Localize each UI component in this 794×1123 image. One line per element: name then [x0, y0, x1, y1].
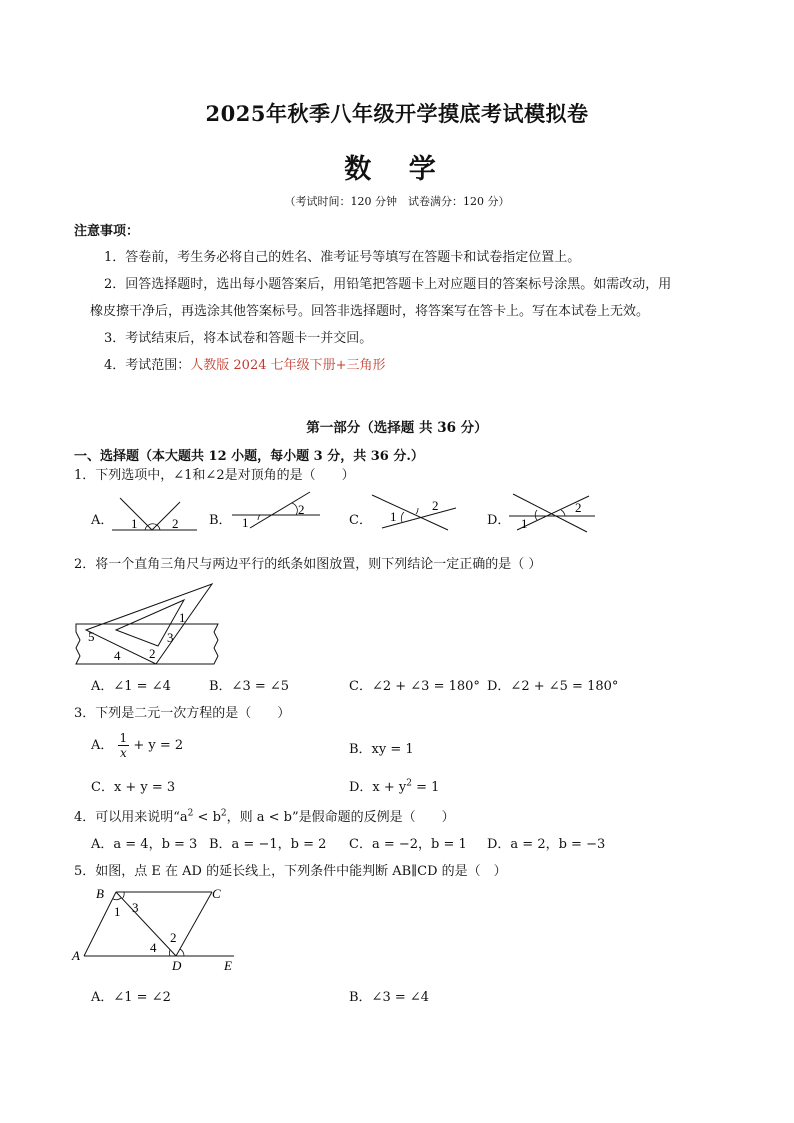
question-2-option-d: D．∠2 + ∠5 = 180°: [487, 679, 619, 694]
fraction: [118, 731, 130, 760]
subject-title: 数 学: [344, 154, 450, 185]
superscript: 2: [187, 808, 194, 819]
question-5-figure: [66, 880, 246, 975]
exam-scope: 人教版 2024 七年级下册+三角形: [190, 358, 386, 373]
note-item-1: 1．答卷前，考生务必将自己的姓名、准考证号等填写在答题卡和试卷指定位置上。: [104, 250, 581, 265]
exam-info: （考试时间：120 分钟 试卷满分：120 分）: [284, 195, 510, 208]
question-3-option-b: B．xy = 1: [349, 742, 414, 757]
angle-label-2: 2: [172, 516, 179, 531]
question-1-option-d-label: D．: [487, 513, 511, 528]
question-4-option-d: D．a = 2，b = −3: [487, 837, 606, 852]
angle-label-4: 4: [150, 940, 157, 955]
point-label-b: B: [96, 886, 104, 901]
notes-heading: 注意事项：: [74, 224, 140, 239]
angle-label-1: 1: [114, 904, 121, 919]
superscript: 2: [406, 778, 412, 789]
angle-label-1: 1: [131, 516, 138, 531]
superscript: 2: [220, 808, 227, 819]
exam-title: 2025年秋季八年级开学摸底考试模拟卷: [205, 101, 589, 126]
angle-label-2: 2: [432, 498, 439, 513]
note-item-2-line-1: 2．回答选择题时，选出每小题答案后，用铅笔把答题卡上对应题目的答案标号涂黑。如需改动，用: [104, 277, 672, 292]
question-1-option-a-figure: [112, 490, 202, 535]
question-4-option-c: C．a = −2，b = 1: [349, 837, 467, 852]
point-label-c: C: [212, 886, 221, 901]
note-item-4-prefix: 4．考试范围：: [104, 358, 191, 373]
question-2-figure: [72, 578, 232, 670]
fraction-numerator: 1: [119, 731, 128, 745]
question-3-option-c: C．x + y = 3: [91, 780, 176, 795]
angle-label-1: 1: [390, 509, 397, 524]
angle-label-1: 1: [521, 516, 528, 531]
question-3-option-d-suffix: = 1: [412, 780, 440, 795]
figure-label-5: 5: [88, 629, 95, 644]
fraction-denominator: x: [119, 746, 127, 760]
question-5-option-b: B．∠3 = ∠4: [349, 990, 430, 1005]
part-1-heading: 第一部分（选择题 共 36 分）: [306, 420, 488, 436]
question-5-option-a: A．∠1 = ∠2: [91, 990, 171, 1005]
question-2-option-b: B．∠3 = ∠5: [209, 679, 290, 694]
question-4-option-a: A．a = 4，b = 3: [91, 837, 198, 852]
note-item-3: 3．考试结束后，将本试卷和答题卡一并交回。: [104, 331, 373, 346]
question-3-option-a-rest: + y = 2: [133, 738, 184, 753]
question-4-stem-mid: < b: [193, 810, 221, 825]
question-3-stem: 3．下列是二元一次方程的是（ ）: [74, 706, 291, 721]
note-item-2-line-2: 橡皮擦干净后，再选涂其他答案标号。回答非选择题时，将答案写在答卡上。写在本试卷上无效。: [90, 304, 650, 319]
question-2-stem: 2．将一个直角三角尺与两边平行的纸条如图放置，则下列结论一定正确的是（ ）: [74, 557, 542, 572]
question-3-option-a: [91, 731, 183, 760]
point-label-e: E: [224, 958, 232, 973]
question-1-option-b-figure: [230, 490, 325, 535]
question-1-option-b-label: B．: [209, 513, 232, 528]
question-2-option-a: A．∠1 = ∠4: [91, 679, 171, 694]
angle-label-1: 1: [242, 515, 249, 530]
angle-label-2: 2: [170, 930, 177, 945]
question-1-option-d-figure: [507, 490, 602, 535]
point-label-d: D: [172, 958, 182, 973]
question-4-stem-suffix: ，则 a < b”是假命题的反例是（ ）: [226, 810, 455, 825]
question-2-option-c: C．∠2 + ∠3 = 180°: [349, 679, 480, 694]
angle-label-3: 3: [132, 900, 139, 915]
question-3-option-d-prefix: D．x + y: [349, 780, 407, 795]
figure-label-3: 3: [167, 630, 174, 645]
question-1-stem: 1．下列选项中，∠1和∠2是对顶角的是（ ）: [74, 468, 355, 483]
question-4-stem: [74, 806, 455, 825]
question-3-option-a-label: A．: [91, 738, 114, 753]
question-5-stem: 5．如图，点 E 在 AD 的延长线上，下列条件中能判断 AB∥CD 的是（ ）: [74, 864, 507, 879]
question-1-option-c-figure: [368, 490, 458, 535]
figure-label-4: 4: [114, 648, 121, 663]
question-4-option-b: B．a = −1，b = 2: [209, 837, 327, 852]
angle-label-2: 2: [298, 502, 305, 517]
question-4-stem-prefix: 4．可以用来说明“a: [74, 810, 188, 825]
figure-label-2: 2: [149, 646, 156, 661]
figure-label-1: 1: [179, 610, 186, 625]
question-1-option-a-label: A．: [91, 513, 114, 528]
note-item-4: [104, 354, 386, 373]
question-1-option-c-label: C．: [349, 513, 372, 528]
point-label-a: A: [72, 948, 80, 963]
angle-label-2: 2: [575, 500, 582, 515]
section-1-heading: 一、选择题（本大题共 12 小题，每小题 3 分，共 36 分.）: [74, 449, 424, 464]
question-3-option-d: [349, 776, 439, 795]
